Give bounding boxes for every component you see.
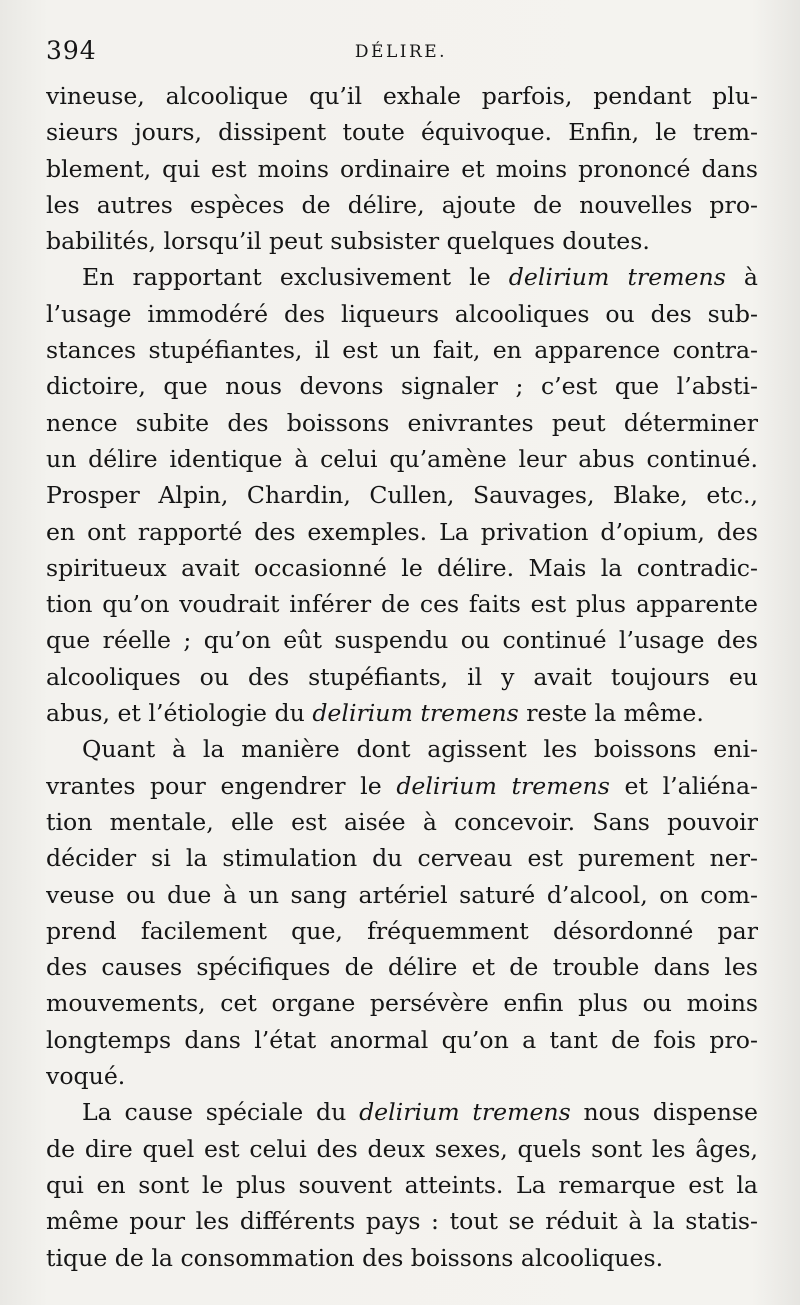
italic-term: delirium tremens bbox=[508, 263, 726, 292]
text-run: reste la même. bbox=[518, 699, 704, 728]
text-run: les autres espèces de délire, ajoute de nouvelles pro- bbox=[46, 190, 758, 219]
italic-term: delirium tremens bbox=[312, 699, 519, 728]
text-run: un délire identique à celui qu’amène leur abus continué. bbox=[46, 444, 758, 473]
text-run: babilités, lorsqu’il peut subsister quelques doutes. bbox=[46, 227, 650, 256]
text-line bbox=[46, 296, 758, 332]
text-line bbox=[46, 804, 758, 840]
text-line bbox=[46, 1203, 758, 1239]
text-run: décider si la stimulation du cerveau est purement ner- bbox=[46, 844, 758, 873]
text-run: et l’aliéna- bbox=[609, 771, 758, 800]
text-line bbox=[46, 949, 758, 985]
text-line bbox=[46, 1167, 758, 1203]
text-line bbox=[46, 1058, 758, 1094]
text-line bbox=[46, 223, 758, 259]
text-run: mouvements, cet organe persévère enfin plus ou moins bbox=[46, 989, 758, 1018]
text-line bbox=[46, 840, 758, 876]
text-line bbox=[46, 622, 758, 658]
text-line bbox=[46, 368, 758, 404]
text-run: stances stupéfiantes, il est un fait, en apparence contra- bbox=[46, 336, 758, 365]
text-line bbox=[46, 114, 758, 150]
text-run: veuse ou due à un sang artériel saturé d’alcool, on com- bbox=[46, 880, 758, 909]
text-run: En rapportant exclusivement le bbox=[82, 263, 509, 292]
text-line bbox=[46, 877, 758, 913]
text-run: qui en sont le plus souvent atteints. La remarque est la bbox=[46, 1170, 758, 1199]
text-line bbox=[46, 659, 758, 695]
text-line bbox=[46, 586, 758, 622]
text-run: nous dispense bbox=[570, 1098, 758, 1127]
text-run: tion qu’on voudrait inférer de ces faits est plus apparente bbox=[46, 590, 758, 619]
text-line bbox=[46, 405, 758, 441]
text-run: prend facilement que, fréquemment désordonné par bbox=[46, 916, 758, 945]
text-run: alcooliques ou des stupéfiants, il y avait toujours eu bbox=[46, 662, 758, 691]
text-line bbox=[46, 1022, 758, 1058]
text-run: de dire quel est celui des deux sexes, quels sont les âges, bbox=[46, 1134, 758, 1163]
text-run: dictoire, que nous devons signaler ; c’est que l’absti- bbox=[46, 372, 758, 401]
text-run: Prosper Alpin, Chardin, Cullen, Sauvages, Blake, etc., bbox=[46, 481, 758, 510]
text-line bbox=[46, 913, 758, 949]
text-run: tique de la consommation des boissons alcooliques. bbox=[46, 1243, 664, 1272]
text-run: vineuse, alcoolique qu’il exhale parfois, pendant plu- bbox=[46, 82, 758, 110]
text-run: spiritueux avait occasionné le délire. Mais la contradic- bbox=[46, 553, 758, 582]
body-text bbox=[46, 78, 758, 1276]
text-line bbox=[46, 731, 758, 767]
text-line bbox=[46, 1240, 758, 1276]
text-line bbox=[46, 332, 758, 368]
text-line bbox=[46, 78, 758, 114]
italic-term: delirium tremens bbox=[359, 1098, 571, 1127]
text-line bbox=[46, 985, 758, 1021]
text-run: nence subite des boissons enivrantes peut déterminer bbox=[46, 408, 758, 437]
text-run: l’usage immodéré des liqueurs alcooliques ou des sub- bbox=[46, 299, 758, 328]
text-run: en ont rapporté des exemples. La privation d’opium, des bbox=[46, 517, 758, 546]
text-line bbox=[46, 768, 758, 804]
text-line bbox=[46, 151, 758, 187]
page-number: 394 bbox=[46, 36, 97, 65]
page-header bbox=[46, 36, 756, 70]
running-title: DÉLIRE. bbox=[354, 42, 448, 62]
text-run: des causes spécifiques de délire et de trouble dans les bbox=[46, 953, 758, 982]
text-run: abus, et l’étiologie du bbox=[46, 699, 313, 728]
text-run: sieurs jours, dissipent toute équivoque. Enfin, le trem- bbox=[46, 118, 758, 147]
text-line bbox=[46, 514, 758, 550]
text-line bbox=[46, 259, 758, 295]
text-line bbox=[46, 477, 758, 513]
text-run: Quant à la manière dont agissent les boissons eni- bbox=[82, 735, 758, 764]
text-run: que réelle ; qu’on eût suspendu ou continué l’usage des bbox=[46, 626, 758, 655]
text-run: La cause spéciale du bbox=[82, 1098, 360, 1127]
text-run: longtemps dans l’état anormal qu’on a tant de fois pro- bbox=[46, 1025, 758, 1054]
italic-term: delirium tremens bbox=[396, 771, 610, 800]
text-run: vrantes pour engendrer le bbox=[46, 771, 397, 800]
text-run: même pour les différents pays : tout se réduit à la statis- bbox=[46, 1207, 758, 1236]
text-line bbox=[46, 1131, 758, 1167]
text-line bbox=[46, 187, 758, 223]
text-run: tion mentale, elle est aisée à concevoir. Sans pouvoir bbox=[46, 807, 758, 836]
text-run: blement, qui est moins ordinaire et moins prononcé dans bbox=[46, 154, 758, 183]
text-line bbox=[46, 441, 758, 477]
text-line bbox=[46, 550, 758, 586]
text-run: voqué. bbox=[46, 1062, 126, 1091]
text-line bbox=[46, 1094, 758, 1130]
text-line bbox=[46, 695, 758, 731]
text-run: à bbox=[725, 263, 758, 292]
